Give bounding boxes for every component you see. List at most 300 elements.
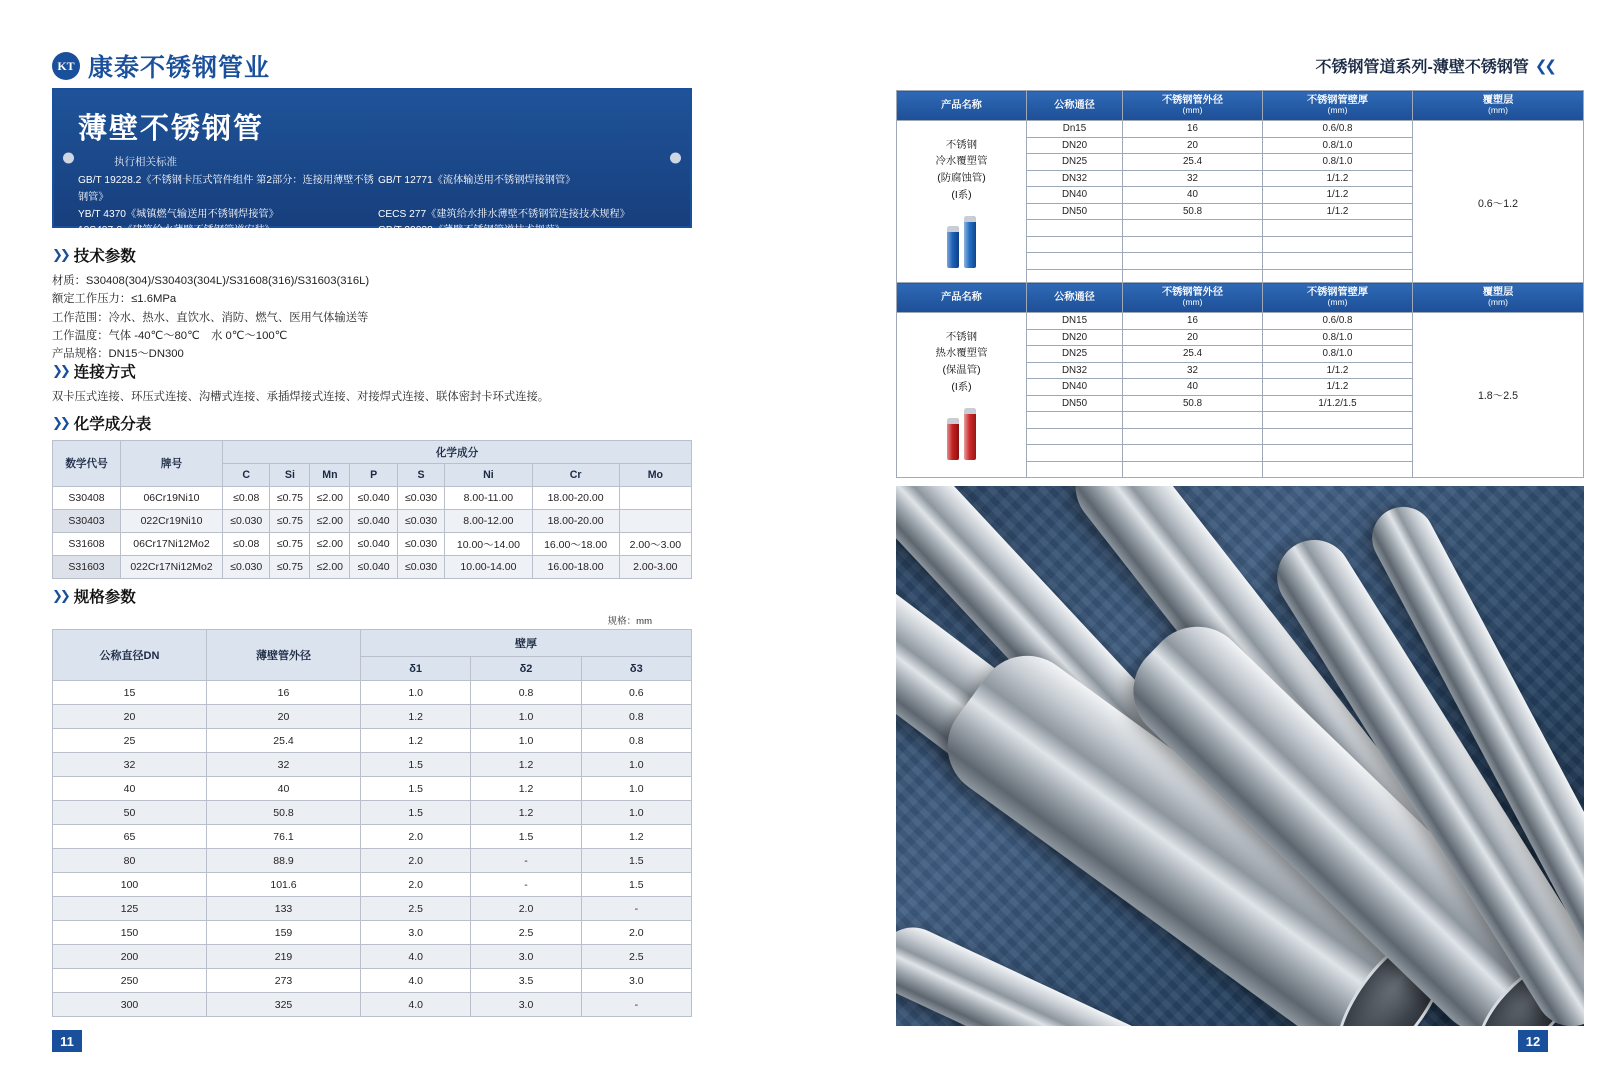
table-row [53,510,692,533]
cell: ≤0.75 [270,510,310,533]
table-header-row [53,630,692,657]
cell: DN15 [1027,313,1123,330]
cell: 2.5 [581,945,691,969]
cell: ≤0.030 [397,487,444,510]
cover-layer-cell: 1.8～2.5 [1413,313,1584,478]
table-header-row [897,283,1584,313]
cell: 1.2 [471,753,581,777]
hot-water-product-table-wrap [896,282,1584,478]
table-row [53,556,692,579]
cell: 50.8 [1123,203,1263,220]
cell: 273 [207,969,361,993]
cell [1027,445,1123,462]
cell: 200 [53,945,207,969]
chevron-right-icon: ❯❯ [52,415,68,430]
cell: 16 [1123,121,1263,138]
cell: 4.0 [361,945,471,969]
right-page [880,0,1600,1086]
cell: DN50 [1027,203,1123,220]
cell: 10.00～14.00 [445,533,532,556]
table-row [53,681,692,705]
cell: ≤0.040 [350,533,397,556]
col-header-wall-group: 壁厚 [361,630,692,657]
section-title: 化学成分表 [73,416,152,433]
cell: 2.0 [361,873,471,897]
col-header-dn: 公称直径DN [53,630,207,681]
table-header-row [53,441,692,464]
col-header-p: P [350,464,397,487]
col-header-od: 薄壁管外径 [207,630,361,681]
table-row [53,729,692,753]
pipe-icon [947,418,959,460]
cell: 101.6 [207,873,361,897]
cell: 4.0 [361,993,471,1017]
cell: 0.6/0.8 [1263,121,1413,138]
cell [1263,236,1413,253]
col-header-c: C [223,464,270,487]
cell: 32 [53,753,207,777]
cell: 32 [207,753,361,777]
col-header-od [1123,91,1263,121]
tech-lines [52,272,692,363]
cell: 25.4 [207,729,361,753]
tech-line: 产品规格：DN15～DN300 [52,348,184,361]
cell: 133 [207,897,361,921]
chevron-right-icon: ❯❯ [52,247,68,262]
table-row [53,777,692,801]
cold-water-product-table [896,90,1584,286]
banner-title: 薄壁不锈钢管 [78,113,265,145]
spec-table [52,629,692,1017]
table-row [53,969,692,993]
standard-row [78,207,666,224]
cell: DN32 [1027,362,1123,379]
tech-line: 材质：S30408(304)/S30403(304L)/S31608(316)/S31603(316L) [52,275,370,287]
cover-label: 覆塑层 [1482,286,1514,298]
cell: 20 [1123,329,1263,346]
cell: 1.5 [361,801,471,825]
cell: 1.2 [471,801,581,825]
col-header-s: S [397,464,444,487]
cover-unit: (mm) [1487,297,1509,308]
cell: DN20 [1027,329,1123,346]
standard-text: GB/T 12771《流体输送用不锈钢焊接钢管》 [378,175,576,186]
chemical-table [52,440,692,579]
cell: DN25 [1027,346,1123,363]
page-number-left: 11 [52,1030,82,1052]
col-header-mo: Mo [619,464,691,487]
section-header [52,412,692,434]
product-name-cell [897,121,1027,286]
cell: 25.4 [1123,154,1263,171]
col-header-wall [1263,91,1413,121]
cell: 0.6/0.8 [1263,313,1413,330]
section-header [52,360,692,382]
cell [1263,428,1413,445]
cold-water-product-table-wrap [896,90,1584,286]
cell [1123,428,1263,445]
cell: - [471,849,581,873]
cell: - [471,873,581,897]
cell: ≤0.08 [223,533,270,556]
cell: DN40 [1027,187,1123,204]
cell: 3.5 [471,969,581,993]
table-row [53,873,692,897]
od-label: 不锈钢管外径 [1161,286,1224,298]
section-title: 连接方式 [73,364,136,381]
cell: 1.2 [361,729,471,753]
cell: ≤0.75 [270,533,310,556]
col-header-group: 化学成分 [223,441,692,464]
col-header-code: 数学代号 [53,441,121,487]
cell: 25 [53,729,207,753]
cell: ≤0.040 [350,510,397,533]
cell: 1/1.2 [1263,362,1413,379]
cell: Dn15 [1027,121,1123,138]
wall-unit: (mm) [1327,297,1348,308]
cell: ≤0.75 [270,487,310,510]
cell: 16.00～18.00 [532,533,619,556]
col-header-d2: δ2 [471,657,581,681]
cell: 3.0 [471,993,581,1017]
cell: 15 [53,681,207,705]
table-row [897,313,1584,330]
cell: S31603 [53,556,121,579]
cell: 3.0 [471,945,581,969]
cell: 20 [1123,137,1263,154]
table-row [53,533,692,556]
cell: 32 [1123,362,1263,379]
cell [1123,253,1263,270]
standards-list [78,173,666,240]
cell: 1.0 [581,753,691,777]
cell: 40 [207,777,361,801]
table-row [53,825,692,849]
cell: DN25 [1027,154,1123,171]
col-header-dn: 公称通径 [1027,91,1123,121]
product-name-line: (I系) [951,189,972,201]
tech-line: 额定工作压力：≤1.6MPa [52,293,177,306]
cell: 50 [53,801,207,825]
cell: 40 [1123,187,1263,204]
cell: ≤0.75 [270,556,310,579]
cell: 1.0 [581,801,691,825]
col-header-wall [1263,283,1413,313]
cell: 1/1.2/1.5 [1263,395,1413,412]
table-row [53,487,692,510]
cell: 1.5 [581,873,691,897]
section-title: 规格参数 [73,589,136,606]
cell [1027,412,1123,429]
cell: 0.8/1.0 [1263,137,1413,154]
cell: 1.2 [581,825,691,849]
cell: ≤2.00 [310,556,350,579]
cell: 76.1 [207,825,361,849]
banner-subtitle: 执行相关标准 [114,156,177,168]
product-banner [52,88,692,237]
cell: 80 [53,849,207,873]
cell: 022Cr17Ni12Mo2 [121,556,223,579]
col-header-product-name: 产品名称 [897,91,1027,121]
cell: 10.00-14.00 [445,556,532,579]
cell [619,487,691,510]
product-name-line: (防腐蚀管) [937,173,986,184]
cell [1263,412,1413,429]
pipe-icon [964,216,976,268]
cell: 219 [207,945,361,969]
cell [1123,445,1263,462]
cell: ≤0.030 [397,556,444,579]
cell: ≤0.030 [397,510,444,533]
col-header-cover [1413,283,1584,313]
chevron-right-icon: ❯❯ [52,363,68,378]
cell: ≤0.040 [350,556,397,579]
cell: ≤2.00 [310,510,350,533]
col-header-product-name: 产品名称 [897,283,1027,313]
cell: 8.00-12.00 [445,510,532,533]
col-header-ni: Ni [445,464,532,487]
cell [1123,236,1263,253]
product-name-line: 热水覆塑管 [935,348,988,360]
cell: 8.00-11.00 [445,487,532,510]
tech-params-section [52,244,692,363]
cell [1263,253,1413,270]
cell: 2.5 [361,897,471,921]
cell: 159 [207,921,361,945]
product-photo [896,486,1584,1026]
page-title: 不锈钢管道系列-薄壁不锈钢管 [1315,59,1529,76]
cell: 022Cr19Ni10 [121,510,223,533]
cell [1027,236,1123,253]
product-name-line: 不锈钢 [945,139,978,151]
cell: 1.0 [361,681,471,705]
cell: 20 [53,705,207,729]
standard-row [78,173,666,207]
unit-note: 规格：mm [607,616,652,627]
standard-text: 10S407-2《建筑给水薄壁不锈钢管道安装》 [78,225,275,237]
connection-text: 双卡压式连接、环压式连接、沟槽式连接、承插焊接式连接、对接焊式连接、联体密封卡环式连接。 [52,391,550,403]
table-row [53,897,692,921]
cell [1123,220,1263,237]
product-name-line: (I系) [951,381,972,393]
cell: 1.5 [361,753,471,777]
cell: ≤0.040 [350,487,397,510]
cell [1123,461,1263,478]
cell: 3.0 [361,921,471,945]
table-row [53,993,692,1017]
cell: 16 [1123,313,1263,330]
brand-name: 康泰不锈钢管业 [88,54,271,82]
cell: 1.5 [361,777,471,801]
col-header-mn: Mn [310,464,350,487]
cell [619,510,691,533]
cell [1263,220,1413,237]
wall-label: 不锈钢管壁厚 [1306,94,1369,106]
cell: 125 [53,897,207,921]
cell: 2.5 [471,921,581,945]
col-header-cr: Cr [532,464,619,487]
table-row [53,921,692,945]
cell: 1.2 [361,705,471,729]
cell [1027,220,1123,237]
cell: DN50 [1027,395,1123,412]
cell: 40 [1123,379,1263,396]
cell: S31608 [53,533,121,556]
cell: 2.0 [471,897,581,921]
standard-row [78,223,666,240]
table-row [53,945,692,969]
section-header [52,585,692,607]
connection-section [52,360,692,404]
cell [1027,461,1123,478]
logo-mark-icon: KT [52,52,80,80]
cell: 0.8/1.0 [1263,154,1413,171]
cell: 0.8/1.0 [1263,346,1413,363]
cell: 40 [53,777,207,801]
table-header-row [897,91,1584,121]
cover-layer-cell: 0.6～1.2 [1413,121,1584,286]
cell: 2.00-3.00 [619,556,691,579]
cell [1263,461,1413,478]
chevron-right-icon: ❯❯ [52,588,68,603]
col-header-d1: δ1 [361,657,471,681]
table-row [53,801,692,825]
pipe-icon [947,226,959,268]
cell: 18.00-20.00 [532,487,619,510]
cell: 2.0 [361,849,471,873]
hot-water-pipe-illustration [899,402,1024,460]
cell: 1.0 [471,705,581,729]
cover-label: 覆塑层 [1482,94,1514,106]
cell: 2.0 [361,825,471,849]
cell: 0.6 [581,681,691,705]
chemical-composition-section [52,412,692,579]
cell: 65 [53,825,207,849]
cell: 1.2 [471,777,581,801]
cell: ≤2.00 [310,533,350,556]
cell: ≤0.08 [223,487,270,510]
pipe-icon [964,408,976,460]
cell: - [581,897,691,921]
cell: 325 [207,993,361,1017]
cell: 2.0 [581,921,691,945]
col-header-cover [1413,91,1584,121]
cell: 1/1.2 [1263,203,1413,220]
cell: ≤2.00 [310,487,350,510]
standard-text: CECS 277《建筑给水排水薄壁不锈钢管连接技术规程》 [378,208,630,220]
standard-text: GB/T 29038《薄壁不锈钢管道技术规范》 [378,225,566,237]
cell: 1/1.2 [1263,379,1413,396]
brand-logo [52,48,270,84]
cell [1027,428,1123,445]
product-name-line: (保温管) [942,365,981,376]
col-header-d3: δ3 [581,657,691,681]
spec-table-body [53,681,692,1017]
col-header-od [1123,283,1263,313]
cell: 250 [53,969,207,993]
cell: 0.8 [581,729,691,753]
cover-unit: (mm) [1487,105,1509,116]
cell: 06Cr17Ni12Mo2 [121,533,223,556]
cell: 2.00～3.00 [619,533,691,556]
cell: 0.8 [471,681,581,705]
cell: ≤0.030 [223,556,270,579]
tech-line: 工作温度：气体 -40℃～80℃ 水 0℃～100℃ [52,329,288,342]
spec-params-section [52,585,692,1017]
od-unit: (mm) [1182,297,1203,308]
cell: 50.8 [207,801,361,825]
cell: 1/1.2 [1263,170,1413,187]
cell [1027,253,1123,270]
product-name-line: 不锈钢 [945,331,978,343]
cell: 1/1.2 [1263,187,1413,204]
cell: 18.00-20.00 [532,510,619,533]
standard-text: YB/T 4370《城镇燃气输送用不锈钢焊接管》 [78,208,279,220]
standard-text: GB/T 19228.2《不锈钢卡压式管件组件 第2部分：连接用薄壁不锈钢管》 [78,175,374,203]
page-number-right: 12 [1518,1030,1548,1052]
cell: 3.0 [581,969,691,993]
cell: 16 [207,681,361,705]
table-row [53,705,692,729]
cell: 0.8/1.0 [1263,329,1413,346]
cell: 0.8 [581,705,691,729]
cell: 1.5 [581,849,691,873]
cell: 1.5 [471,825,581,849]
cell: 06Cr19Ni10 [121,487,223,510]
tech-line: 工作范围：冷水、热水、直饮水、消防、燃气、医用气体输送等 [52,311,369,324]
cell: 4.0 [361,969,471,993]
cell: DN20 [1027,137,1123,154]
product-name-line: 冷水覆塑管 [935,156,988,168]
od-unit: (mm) [1182,105,1203,116]
col-header-si: Si [270,464,310,487]
cell: 50.8 [1123,395,1263,412]
cold-water-pipe-illustration [899,210,1024,268]
table-row [897,121,1584,138]
cell: S30403 [53,510,121,533]
table-row [53,849,692,873]
cell: DN32 [1027,170,1123,187]
cell [1123,412,1263,429]
cell: S30408 [53,487,121,510]
cell: 1.0 [471,729,581,753]
cell: ≤0.030 [223,510,270,533]
cell: 150 [53,921,207,945]
wall-label: 不锈钢管壁厚 [1306,286,1369,298]
cell [1263,445,1413,462]
cell: 16.00-18.00 [532,556,619,579]
cell: 32 [1123,170,1263,187]
cell: 20 [207,705,361,729]
od-label: 不锈钢管外径 [1161,94,1224,106]
cell: 1.0 [581,777,691,801]
cell: 100 [53,873,207,897]
cell: - [581,993,691,1017]
hot-water-product-table [896,282,1584,478]
cell: 88.9 [207,849,361,873]
col-header-grade: 牌号 [121,441,223,487]
section-title: 技术参数 [73,248,136,265]
table-row [53,753,692,777]
product-name-cell [897,313,1027,478]
cell: ≤0.030 [397,533,444,556]
chevron-left-icon: ❮❮ [1534,57,1554,75]
section-header [52,244,692,266]
cell: 300 [53,993,207,1017]
col-header-dn: 公称通径 [1027,283,1123,313]
wall-unit: (mm) [1327,105,1348,116]
cell: 25.4 [1123,346,1263,363]
